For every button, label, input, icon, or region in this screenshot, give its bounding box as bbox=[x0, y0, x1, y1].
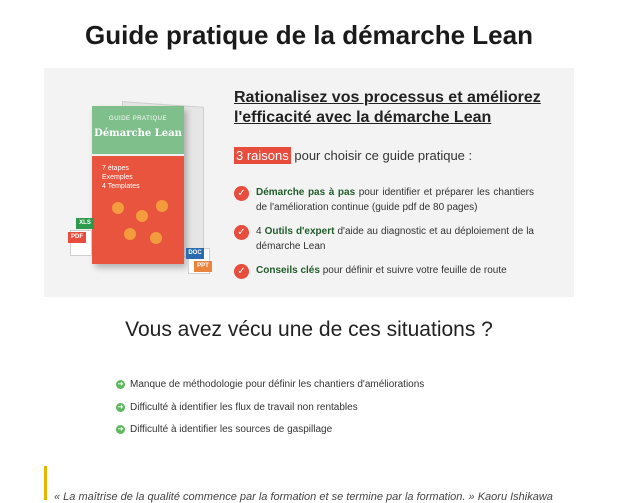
benefit-text: pour identifier et préparer les chantiers de l'amélioration continue (guide pdf de 80 pages) bbox=[256, 187, 535, 213]
book-illustration-icon bbox=[106, 198, 176, 258]
benefit-text: pour définir et suivre votre feuille de route bbox=[319, 265, 507, 276]
check-circle-icon: ✓ bbox=[234, 186, 249, 201]
situation-text: Manque de méthodologie pour définir les chantiers d'améliorations bbox=[130, 379, 425, 390]
quote-bar bbox=[44, 466, 47, 500]
benefit-item bbox=[234, 224, 534, 256]
doc-badge-icon: DOC bbox=[186, 248, 204, 259]
guide-book-image bbox=[64, 98, 214, 278]
reasons-badge: 3 raisons bbox=[236, 148, 289, 163]
arrow-circle-icon: ➜ bbox=[117, 381, 124, 388]
situations-title: Vous avez vécu une de ces situations ? bbox=[125, 318, 493, 341]
book-name: Démarche Lean bbox=[94, 128, 182, 139]
arrow-circle-icon: ➜ bbox=[117, 404, 124, 411]
promo-heading: Rationalisez vos processus et améliorez l'efficacité avec la démarche Lean bbox=[234, 89, 541, 126]
situation-text: Difficulté à identifier les sources de gaspillage bbox=[130, 424, 333, 435]
benefit-bold: Démarche pas à pas bbox=[256, 187, 356, 198]
page-title: Guide pratique de la démarche Lean bbox=[85, 20, 533, 50]
book-line: Exemples bbox=[102, 174, 133, 181]
xls-badge-icon: XLS bbox=[76, 218, 94, 229]
arrow-circle-icon: ➜ bbox=[117, 426, 124, 433]
quote-text: « La maîtrise de la qualité commence par la formation et se termine par la formation. » Kaoru Ishikawa bbox=[54, 491, 553, 503]
book-line: 7 étapes bbox=[102, 165, 129, 172]
benefit-text: d'aide au diagnostic et au déploiement de la démarche Lean bbox=[256, 226, 534, 252]
check-circle-icon: ✓ bbox=[234, 225, 249, 240]
reasons-text: pour choisir ce guide pratique : bbox=[290, 148, 473, 163]
benefit-bold: Outils d'expert bbox=[264, 226, 335, 237]
book-line: 4 Templates bbox=[102, 183, 140, 190]
promo-panel bbox=[44, 68, 574, 297]
book-kicker: GUIDE PRATIQUE bbox=[109, 116, 167, 122]
benefit-pre: 4 bbox=[256, 226, 265, 237]
pdf-badge-icon: PDF bbox=[68, 232, 86, 243]
reasons-line bbox=[234, 148, 472, 163]
benefit-item bbox=[234, 185, 534, 217]
benefit-bold: Conseils clés bbox=[256, 265, 320, 276]
check-circle-icon: ✓ bbox=[234, 264, 249, 279]
ppt-badge-icon: PPT bbox=[194, 261, 212, 272]
benefit-item bbox=[234, 263, 534, 281]
situation-text: Difficulté à identifier les flux de travail non rentables bbox=[130, 402, 358, 413]
